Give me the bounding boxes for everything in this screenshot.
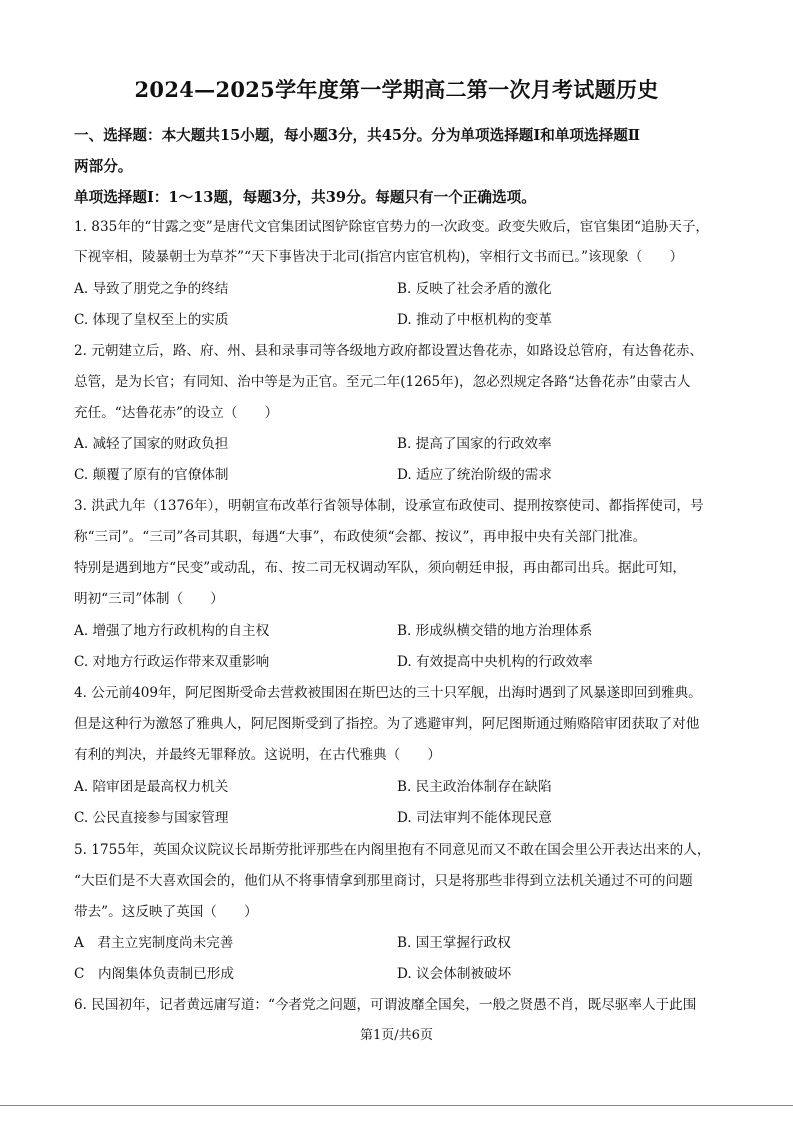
question-1-option-d: D. 推动了中枢机构的变革 <box>397 312 552 328</box>
question-5-line-3: 带去”。这反映了英国（ ） <box>74 904 258 920</box>
question-3-line-1: 3. 洪武九年（1376年），明朝宣布改革行省领导体制，设承宣布政使司、提刑按察使司、都指挥使司，号 <box>74 498 704 514</box>
question-3-option-c: C. 对地方行政运作带来双重影响 <box>74 654 270 670</box>
question-2-option-c: C. 颠覆了原有的官僚体制 <box>74 467 229 483</box>
question-1-line-1: 1. 835年的“甘露之变”是唐代文官集团试图铲除宦官势力的一次政变。政变失败后，宦官集团“追胁天子， <box>74 219 710 235</box>
question-1-option-a: A. 导致了朋党之争的终结 <box>74 281 229 297</box>
question-4-line-3: 有利的判决，并最终无罪释放。这说明，在古代雅典（ ） <box>74 747 442 763</box>
page-number: 第1页/共6页 <box>360 1028 433 1043</box>
question-3-line-2: 称“三司”。“三司”各司其职，每遇“大事”，布政使须“会都、按议”，再申报中央有关部门批准。 <box>74 529 647 545</box>
question-5-option-a: A 君主立宪制度尚未完善 <box>74 935 234 951</box>
question-1-option-b: B. 反映了社会矛盾的激化 <box>397 281 552 297</box>
subsection-header: 单项选择题Ⅰ：1～13题，每题3分，共39分。每题只有一个正确选项。 <box>74 189 536 206</box>
section-header-line-2: 两部分。 <box>74 158 133 175</box>
question-2-option-d: D. 适应了统治阶级的需求 <box>397 467 552 483</box>
question-5-option-c: C 内阁集体负责制已形成 <box>74 966 234 982</box>
question-1-option-c: C. 体现了皇权至上的实质 <box>74 312 229 328</box>
question-3-line-3: 特别是遇到地方“民变”或动乱，布、按二司无权调动军队，须向朝廷申报，再由都司出兵。据此可知， <box>74 560 687 576</box>
question-4-line-1: 4. 公元前409年，阿尼图斯受命去营救被围困在斯巴达的三十只军舰，出海时遇到了风暴遂即回到雅典。 <box>74 685 702 701</box>
question-5-option-d: D. 议会体制被破坏 <box>397 966 512 982</box>
question-2-line-2: 总管，是为长官；有同知、治中等是为正官。至元二年(1265年)，忽必烈规定各路“达鲁花赤”由蒙古人 <box>74 374 691 390</box>
question-2-option-b: B. 提高了国家的行政效率 <box>397 436 552 452</box>
question-3-option-d: D. 有效提高中央机构的行政效率 <box>397 654 593 670</box>
question-5-option-b: B. 国王掌握行政权 <box>397 935 511 951</box>
section-header-line-1: 一、选择题：本大题共15小题，每小题3分，共45分。分为单项选择题Ⅰ和单项选择题Ⅱ <box>74 127 641 144</box>
question-5-line-1: 5. 1755年，英国众议院议长昂斯劳批评那些在内阁里抱有不同意见而又不敢在国会里公开表达出来的人， <box>74 842 711 858</box>
question-3-option-b: B. 形成纵横交错的地方治理体系 <box>397 623 593 639</box>
question-4-option-b: B. 民主政治体制存在缺陷 <box>397 779 552 795</box>
question-5-line-2: “大臣们是不大喜欢国会的，他们从不将事情拿到那里商讨，只是将那些非得到立法机关通过不可的问题 <box>74 873 693 889</box>
question-2-line-1: 2. 元朝建立后，路、府、州、县和录事司等各级地方政府都设置达鲁花赤，如路设总管府，有达鲁花赤、 <box>74 343 704 359</box>
question-3-option-a: A. 增强了地方行政机构的自主权 <box>74 623 270 639</box>
question-6-line-1: 6. 民国初年，记者黄远庸写道：“今者党之问题，可谓波靡全国矣，一般之贤愚不肖，既尽驱率人于此围 <box>74 997 697 1013</box>
page-title: 2024—2025学年度第一学期高二第一次月考试题历史 <box>134 77 659 102</box>
question-4-option-d: D. 司法审判不能体现民意 <box>397 810 552 826</box>
question-2-option-a: A. 减轻了国家的财政负担 <box>74 436 229 452</box>
question-2-line-3: 充任。“达鲁花赤”的设立（ ） <box>74 405 279 421</box>
page-bottom-rule <box>0 1105 793 1106</box>
question-1-line-2: 下视宰相，陵暴朝士为草芥”“天下事皆决于北司(指宫内宦官机构)，宰相行文书而已。”该现象（ ） <box>74 249 684 265</box>
question-4-option-a: A. 陪审团是最高权力机关 <box>74 779 229 795</box>
question-4-line-2: 但是这种行为激怒了雅典人，阿尼图斯受到了指控。为了逃避审判，阿尼图斯通过贿赂陪审团获取了对他 <box>74 716 700 732</box>
question-3-line-4: 明初“三司”体制（ ） <box>74 591 224 607</box>
question-4-option-c: C. 公民直接参与国家管理 <box>74 810 229 826</box>
